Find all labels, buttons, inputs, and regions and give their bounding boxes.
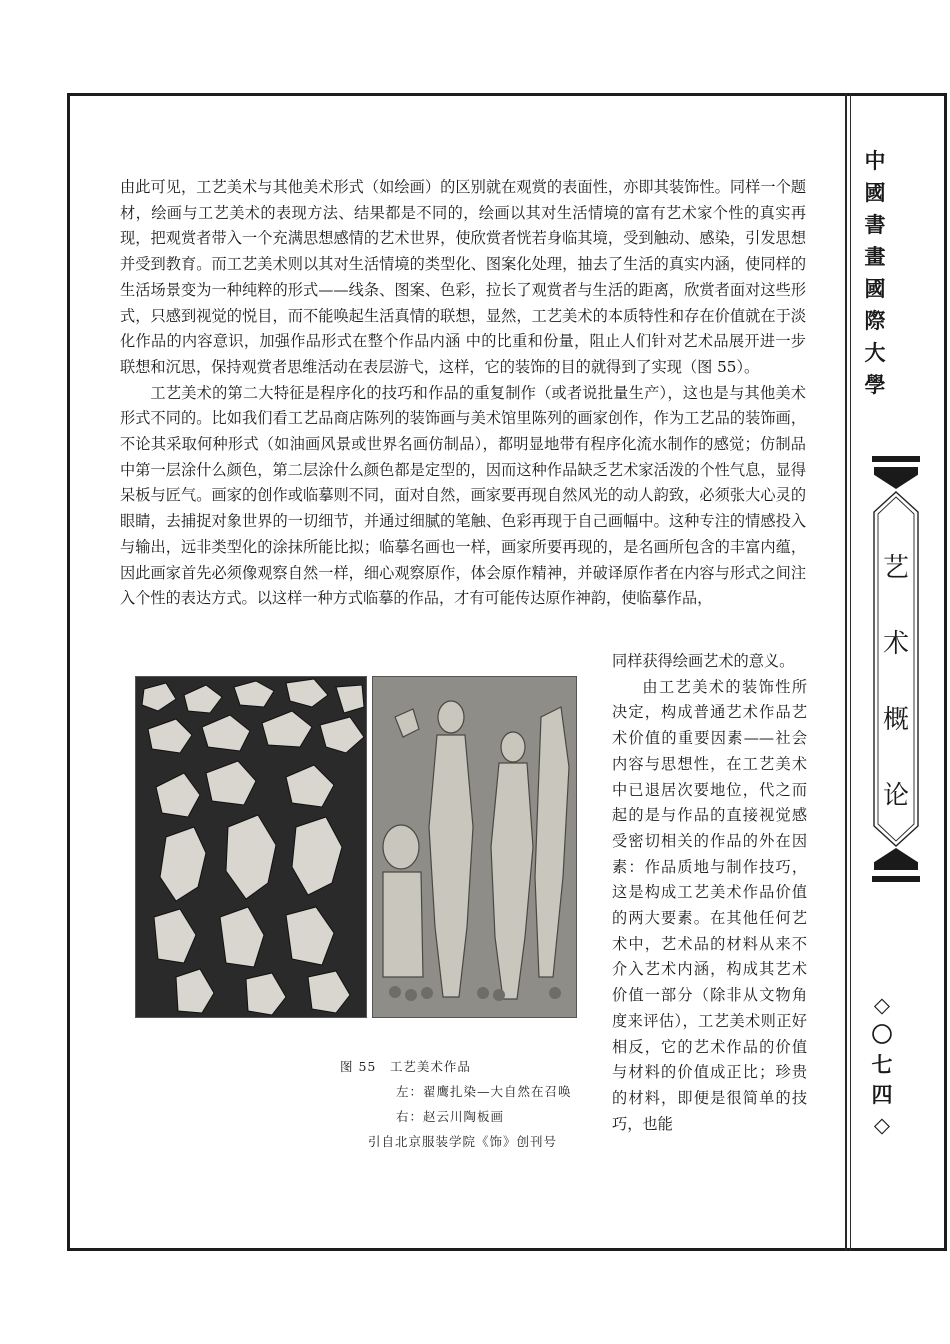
title-char: 書 xyxy=(864,212,886,237)
ceramic-relief-artwork-image xyxy=(372,676,577,1018)
title-char: 中 xyxy=(864,148,886,173)
section-title xyxy=(872,530,920,834)
page-number-char: 七 xyxy=(871,1052,893,1077)
title-char: 國 xyxy=(864,180,886,205)
university-vertical-title xyxy=(855,145,895,401)
caption-right-credit: 右：赵云川陶板画 xyxy=(396,1109,505,1124)
plaque-bottom-bar xyxy=(872,876,920,882)
paragraph-continuation: 同样获得绘画艺术的意义。 xyxy=(612,652,795,670)
tie-dye-artwork-image xyxy=(135,676,367,1018)
diamond-icon: ◇ xyxy=(873,1112,891,1137)
paragraph: 由工艺美术的装饰性所决定，构成普通艺术作品艺术价值的重要因素——社会内容与思想性，在工艺美术中已退居次要地位，代之而起的是与作品的直接视觉感受密切相关的作品的外在因素：作品质地与制作技巧，这是构成工艺美术作品价值的两大要素。在其他任何艺术中，艺术品的材料从来不介入艺术内涵，构成其艺术价值一部分（除非从文物角度来评估），工艺美术则正好相反，它的艺术作品的价值与材料的价值成正比；珍贵的材料，即便是很简单的技巧，也能 xyxy=(612,677,807,1133)
main-body-text xyxy=(120,175,806,612)
plaque-top-bar xyxy=(872,456,920,462)
figure-caption xyxy=(340,1054,572,1154)
page-number-char: 〇 xyxy=(871,1022,893,1047)
section-char: 概 xyxy=(882,705,909,735)
sidebar-rule-thin xyxy=(850,93,851,1251)
title-char: 大 xyxy=(864,340,886,365)
paragraph: 由此可见，工艺美术与其他美术形式（如绘画）的区别就在观赏的表面性，亦即其装饰性。同样一个题材，绘画与工艺美术的表现方法、结果都是不同的，绘画以其对生活情境的富有艺术家个性的真实再现，把观赏者带入一个充满思想感情的艺术世界，使欣赏者恍若身临其境，受到触动、感染，引发思想并受到教育。而工艺美术则以其对生活情境的类型化、图案化处理，抽去了生活的真实内涵，使同样的生活场景变为一种纯粹的形式——线条、图案、色彩，拉长了观赏者与生活的距离，欣赏者面对这些形式，只感到视觉的悦目，而不能唤起生活真情的联想，显然，工艺美术的本质特性和存在价值就在于淡化作品的内容意识，加强作品形式在整个作品内涵 中的比重和份量，阻止人们针对艺术品展开进一步联想和沉思，保持观赏者思维活动在表层游弋，这样，它的装饰的目的就得到了实现（图 55）。 xyxy=(120,178,806,376)
title-char: 國 xyxy=(864,276,886,301)
caption-source: 引自北京服装学院《饰》创刊号 xyxy=(368,1134,558,1149)
right-column-text xyxy=(612,649,807,1137)
page-number xyxy=(862,990,902,1140)
title-char: 畫 xyxy=(864,244,886,269)
section-char: 论 xyxy=(882,781,909,811)
sidebar-rule xyxy=(845,93,847,1251)
caption-title: 图 55 工艺美术作品 xyxy=(340,1059,471,1074)
paragraph: 工艺美术的第二大特征是程序化的技巧和作品的重复制作（或者说批量生产），这也是与其他美术形式不同的。比如我们看工艺品商店陈列的装饰画与美术馆里陈列的画家创作，作为工艺品的装饰画，不论其采取何种形式（如油画风景或世界名画仿制品），都明显地带有程序化流水制作的感觉；仿制品中第一层涂什么颜色，第二层涂什么颜色都是定型的，因而这种作品缺乏艺术家活泼的个性气息，显得呆板与匠气。画家的创作或临摹则不同，面对自然，画家要再现自然风光的动人韵致，必须张大心灵的眼睛，去捕捉对象世界的一切细节，并通过细腻的笔触、色彩再现于自己画幅中。这种专注的情感投入与输出，远非类型化的涂抹所能比拟；临摹名画也一样，画家所要再现的，是名画所包含的丰富内蕴，因此画家首先必须像观察自然一样，细心观察原作，体会原作精神，并破译原作者在内容与形式之间注入个性的表达方式。以这样一种方式临摹的作品，才有可能传达原作神韵，使临摹作品， xyxy=(120,383,806,608)
section-char: 术 xyxy=(882,629,909,659)
figure-55 xyxy=(135,676,577,1018)
diamond-icon: ◇ xyxy=(873,992,891,1017)
caption-left-credit: 左：翟鹰扎染—大自然在召唤 xyxy=(396,1084,572,1099)
title-char: 際 xyxy=(864,308,886,333)
title-char: 學 xyxy=(864,372,886,397)
page-number-char: 四 xyxy=(871,1082,893,1107)
section-char: 艺 xyxy=(882,553,909,583)
